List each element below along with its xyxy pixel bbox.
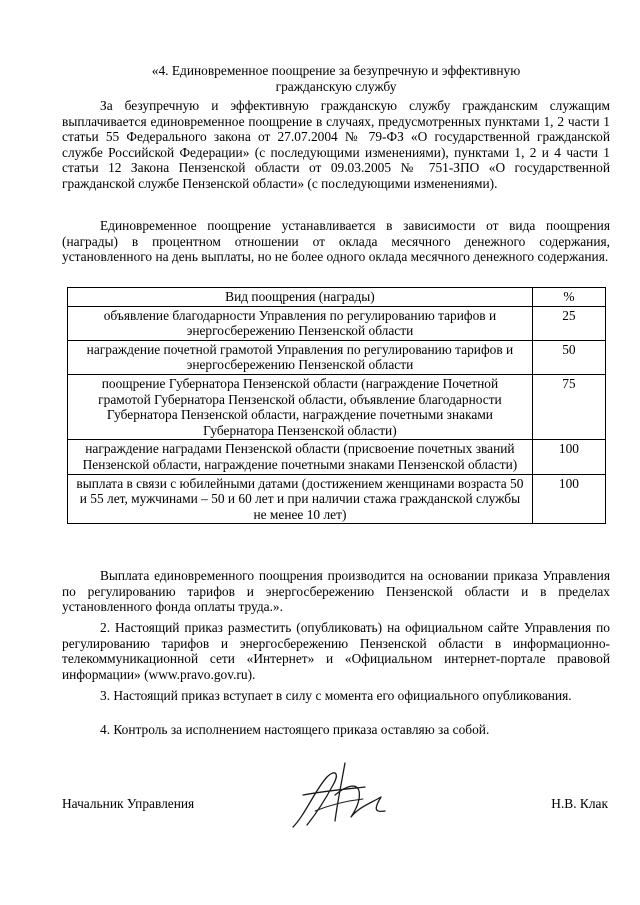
signatory-name: Н.В. Клак	[551, 796, 608, 811]
award-type-cell: награждение почетной грамотой Управления по регулированию тарифов и энергосбережению Пензенской области	[68, 340, 533, 374]
award-percent-cell: 100	[532, 440, 605, 474]
paragraph-amount: Единовременное поощрение устанавливается в зависимости от вида поощрения (награды) в процентном отношении от оклада месячного денежного содержания, установленного на день выплаты, но не более одного оклада месячного денежного содержания.	[62, 218, 610, 265]
signatory-title: Начальник Управления	[62, 796, 195, 811]
heading-line-2: гражданскую службу	[275, 78, 397, 94]
award-percent-cell: 25	[532, 306, 605, 340]
paragraph-payment-basis: Выплата единовременного поощрения производится на основании приказа Управления по регулированию тарифов и энергосбережению Пензенской области и в пределах установленного фонда оплаты труда.».	[62, 568, 610, 615]
award-type-cell: объявление благодарности Управления по регулированию тарифов и энергосбережению Пензенской области	[68, 306, 533, 340]
handwritten-signature	[285, 755, 395, 835]
table-row	[68, 340, 606, 374]
heading-line-1: «4. Единовременное поощрение за безупречную и эффективную	[151, 63, 521, 78]
table-row	[68, 440, 606, 474]
awards-table	[67, 287, 606, 524]
table-row	[68, 474, 606, 524]
award-percent-cell: 75	[532, 374, 605, 439]
table-row	[68, 306, 606, 340]
paragraph-publication: 2. Настоящий приказ разместить (опубликовать) на официальном сайте Управления по регулированию тарифов и энергосбережению Пензенской области в информационно-телекоммуникационной сети «Интернет» и «Официальном интернет-портале правовой информации» (www.pravo.gov.ru).	[62, 620, 610, 682]
award-type-cell: награждение наградами Пензенской области (присвоение почетных званий Пензенской области, награждение почетными знаками Пензенской области)	[68, 440, 533, 474]
section-heading	[62, 63, 610, 94]
award-type-cell: выплата в связи с юбилейными датами (достижением женщинами возраста 50 и 55 лет, мужчинами – 50 и 60 лет и при наличии стажа гражданской службы не менее 10 лет)	[68, 474, 533, 524]
table-header-row	[68, 288, 606, 307]
table-row	[68, 374, 606, 439]
paragraph-eligibility: За безупречную и эффективную гражданскую службу гражданским служащим выплачивается единовременное поощрение в случаях, предусмотренных пунктами 1, 2 части 1 статьи 55 Федерального закона от 27.07.2004 № 79-ФЗ «О государственной гражданской службе Российской Федерации» (с последующими изменениями), пунктами 1, 2 и 4 части 1 статьи 12 Закона Пензенской области от 09.03.2005 № 751-ЗПО «О государственной гражданской службе Пензенской области» (с последующими изменениями).	[62, 98, 610, 191]
header-award-type: Вид поощрения (награды)	[68, 288, 533, 307]
header-percent: %	[532, 288, 605, 307]
award-percent-cell: 50	[532, 340, 605, 374]
paragraph-control: 4. Контроль за исполнением настоящего приказа оставляю за собой.	[100, 722, 490, 737]
award-type-cell: поощрение Губернатора Пензенской области (награждение Почетной грамотой Губернатора Пензенской области, объявление благодарности Губернатора Пензенской области, награждение почетными знаками Губернатора Пензенской области)	[68, 374, 533, 439]
paragraph-effective-date: 3. Настоящий приказ вступает в силу с момента его официального опубликования.	[100, 688, 572, 703]
award-percent-cell: 100	[532, 474, 605, 524]
